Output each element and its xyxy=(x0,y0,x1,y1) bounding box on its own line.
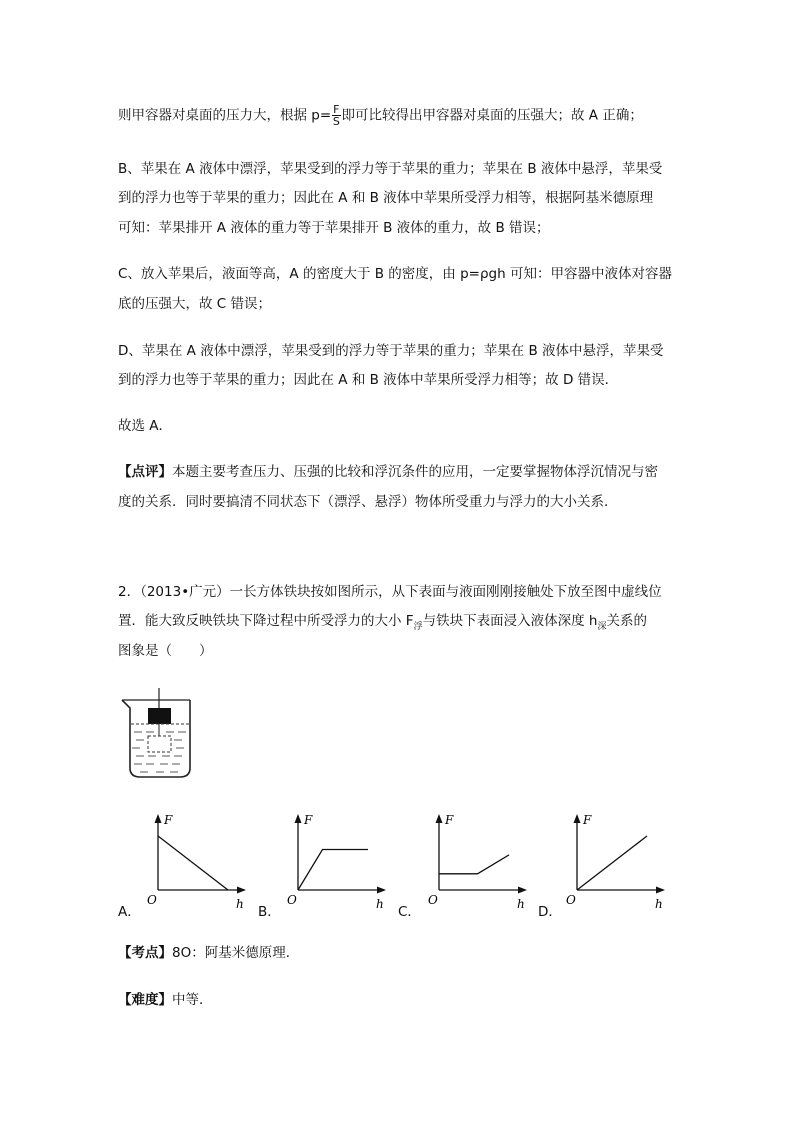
analysis-line-b1: B、苹果在 A 液体中漂浮，苹果受到的浮力等于苹果的重力；苹果在 B 液体中悬浮，苹果受 xyxy=(118,161,663,177)
y-axis-label: F xyxy=(164,813,173,827)
block-dashed-position xyxy=(148,736,171,752)
analysis-line-d2: 到的浮力也等于苹果的重力；因此在 A 和 B 液体中苹果所受浮力相等；故 D 错误． xyxy=(118,372,619,388)
nandu-line xyxy=(118,991,213,1009)
comment-text: 本题主要考查压力、压强的比较和浮沉条件的应用，一定要掌握物体浮沉情况与密 xyxy=(172,464,658,480)
x-axis-label: h xyxy=(655,897,663,911)
x-axis-arrow xyxy=(237,887,246,894)
analysis-line-c2: 底的压强大，故 C 错误； xyxy=(118,296,272,312)
analysis-line-a xyxy=(118,104,643,127)
kaodian-text: 8O：阿基米德原理． xyxy=(172,945,300,961)
y-axis-label: F xyxy=(304,813,313,827)
kaodian-tag: 【考点】 xyxy=(118,945,172,961)
option-b-label: B． xyxy=(258,904,281,920)
graph-line-d xyxy=(577,836,647,890)
graph-line-a xyxy=(158,836,228,890)
origin-label: O xyxy=(566,893,576,907)
question-line-1: 2．（2013•广元）一长方体铁块按如图所示，从下表面与液面刚刚接触处下放至图中虚线位 xyxy=(118,584,662,600)
text: 即可比较得出甲容器对桌面的压强大；故 A 正确； xyxy=(341,107,643,124)
analysis-line-b2: 到的浮力也等于苹果的重力；因此在 A 和 B 液体中苹果所受浮力相等，根据阿基米德原理 xyxy=(118,190,654,206)
comment-line-1 xyxy=(118,463,658,481)
option-d-label: D． xyxy=(538,904,562,920)
y-axis-arrow xyxy=(155,814,162,823)
y-axis-label: F xyxy=(445,813,454,827)
fraction-denominator: S xyxy=(332,115,340,128)
x-axis-arrow xyxy=(656,887,665,894)
subscript-shen: 深 xyxy=(597,622,607,632)
x-axis-label: h xyxy=(517,897,525,911)
graph-line-c xyxy=(439,855,509,874)
analysis-line-b3: 可知：苹果排开 A 液体的重力等于苹果排开 B 液体的重力，故 B 错误； xyxy=(118,220,550,236)
subscript-fu: 浮 xyxy=(413,622,423,632)
option-a-label: A． xyxy=(118,904,141,920)
beaker-figure xyxy=(118,688,203,780)
origin-label: O xyxy=(428,893,438,907)
graph-line-b xyxy=(298,850,368,891)
analysis-line-d1: D、苹果在 A 液体中漂浮，苹果受到的浮力等于苹果的重力；苹果在 B 液体中悬浮，苹果受 xyxy=(118,343,664,359)
option-c-label: C． xyxy=(398,904,421,920)
comment-line-2: 度的关系．同时要搞清不同状态下（漂浮、悬浮）物体所受重力与浮力的大小关系． xyxy=(118,494,618,510)
graph-d xyxy=(559,812,674,911)
nandu-text: 中等． xyxy=(172,992,213,1008)
y-axis-arrow xyxy=(574,814,581,823)
x-axis-label: h xyxy=(376,897,384,911)
x-axis-arrow xyxy=(377,887,386,894)
text: 置．能大致反映铁块下降过程中所受浮力的大小 F xyxy=(118,613,414,629)
question-line-2 xyxy=(118,612,647,632)
graph-a xyxy=(140,812,255,911)
comment-tag: 【点评】 xyxy=(118,464,172,480)
y-axis-arrow xyxy=(295,814,302,823)
origin-label: O xyxy=(287,893,297,907)
nandu-tag: 【难度】 xyxy=(118,992,172,1008)
x-axis-arrow xyxy=(518,887,527,894)
x-axis-label: h xyxy=(236,897,244,911)
y-axis-label: F xyxy=(583,813,592,827)
fraction-numerator: F xyxy=(333,103,340,116)
analysis-line-c1: C、放入苹果后，液面等高，A 的密度大于 B 的密度，由 p=ρgh 可知：甲容器中液体对容器 xyxy=(118,266,672,282)
text: 关系的 xyxy=(606,613,647,629)
origin-label: O xyxy=(147,893,157,907)
text: 与铁块下表面浸入液体深度 h xyxy=(422,613,598,629)
text: 则甲容器对桌面的压力大，根据 p= xyxy=(118,107,332,124)
graph-b xyxy=(280,812,395,911)
question-line-3: 图象是（ ） xyxy=(118,643,213,659)
answer-choice: 故选 A． xyxy=(118,418,173,434)
graph-c xyxy=(421,812,536,911)
y-axis-arrow xyxy=(436,814,443,823)
fraction-f-over-s xyxy=(332,104,340,127)
kaodian-line xyxy=(118,944,299,962)
iron-block xyxy=(148,708,171,724)
